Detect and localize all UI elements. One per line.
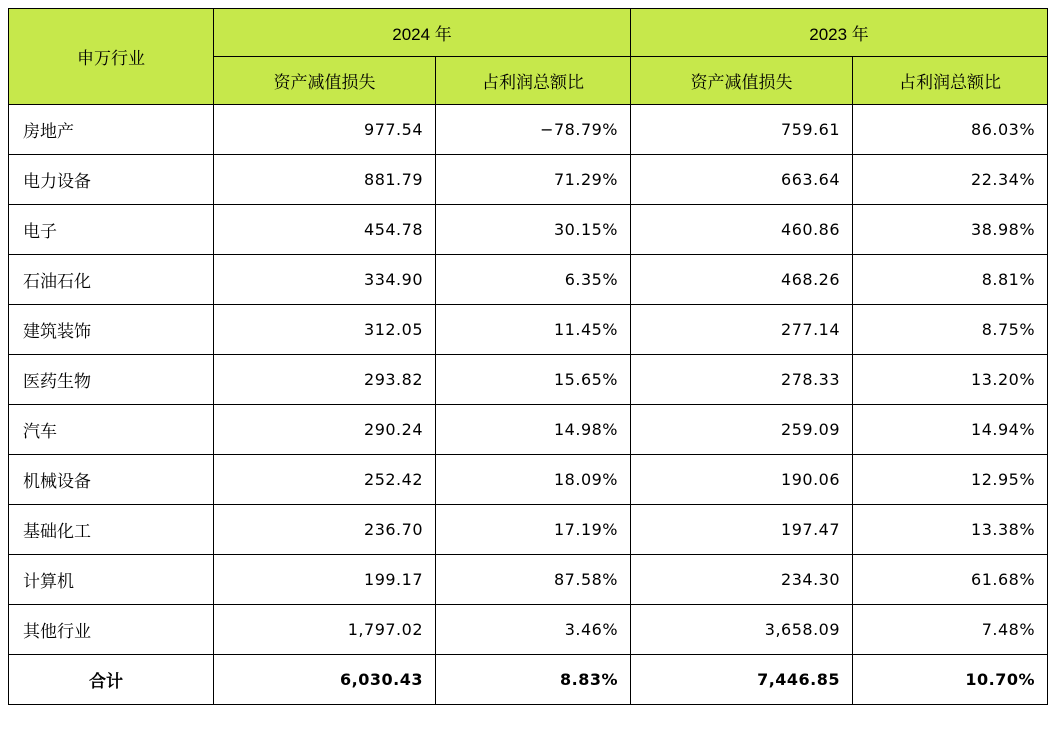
- cell-industry: 计算机: [9, 555, 214, 605]
- cell-2024-value: 977.54: [214, 105, 436, 155]
- table-body: [9, 105, 1048, 705]
- cell-2024-percent: 30.15%: [436, 205, 631, 255]
- header-2024-impairment: 资产减值损失: [214, 57, 436, 105]
- cell-total-2024-percent: 8.83%: [436, 655, 631, 705]
- cell-2024-value: 881.79: [214, 155, 436, 205]
- cell-industry: 电力设备: [9, 155, 214, 205]
- cell-industry: 石油石化: [9, 255, 214, 305]
- cell-2023-percent: 8.75%: [853, 305, 1048, 355]
- cell-total-2023-value: 7,446.85: [631, 655, 853, 705]
- cell-2023-percent: 22.34%: [853, 155, 1048, 205]
- table-row: [9, 355, 1048, 405]
- cell-total-2024-value: 6,030.43: [214, 655, 436, 705]
- cell-2023-value: 234.30: [631, 555, 853, 605]
- cell-2023-value: 259.09: [631, 405, 853, 455]
- cell-industry: 建筑装饰: [9, 305, 214, 355]
- cell-2024-percent: 3.46%: [436, 605, 631, 655]
- header-2023-profit-ratio: 占利润总额比: [853, 57, 1048, 105]
- cell-2023-percent: 13.38%: [853, 505, 1048, 555]
- cell-2024-percent: 17.19%: [436, 505, 631, 555]
- cell-2023-percent: 61.68%: [853, 555, 1048, 605]
- cell-2023-value: 663.64: [631, 155, 853, 205]
- header-year-2024: 2024 年: [214, 9, 631, 57]
- cell-2024-percent: 71.29%: [436, 155, 631, 205]
- cell-2024-percent: 11.45%: [436, 305, 631, 355]
- table-row: [9, 105, 1048, 155]
- cell-2024-value: 199.17: [214, 555, 436, 605]
- cell-2024-value: 454.78: [214, 205, 436, 255]
- cell-2023-percent: 86.03%: [853, 105, 1048, 155]
- cell-2023-percent: 8.81%: [853, 255, 1048, 305]
- header-industry: 申万行业: [9, 9, 214, 105]
- cell-2023-value: 3,658.09: [631, 605, 853, 655]
- cell-2024-value: 1,797.02: [214, 605, 436, 655]
- cell-2024-percent: −78.79%: [436, 105, 631, 155]
- cell-2023-percent: 14.94%: [853, 405, 1048, 455]
- table-row: [9, 405, 1048, 455]
- cell-total-label: 合计: [9, 655, 214, 705]
- table-row: [9, 555, 1048, 605]
- cell-2024-percent: 18.09%: [436, 455, 631, 505]
- table-row: [9, 505, 1048, 555]
- cell-2023-percent: 13.20%: [853, 355, 1048, 405]
- cell-2024-value: 252.42: [214, 455, 436, 505]
- cell-2023-percent: 38.98%: [853, 205, 1048, 255]
- cell-2024-percent: 14.98%: [436, 405, 631, 455]
- table-total-row: [9, 655, 1048, 705]
- cell-industry: 基础化工: [9, 505, 214, 555]
- table-row: [9, 605, 1048, 655]
- cell-2024-value: 312.05: [214, 305, 436, 355]
- header-2024-profit-ratio: 占利润总额比: [436, 57, 631, 105]
- cell-2024-value: 293.82: [214, 355, 436, 405]
- cell-2023-value: 197.47: [631, 505, 853, 555]
- table-header-row-years: [9, 9, 1048, 57]
- table-header: [9, 9, 1048, 105]
- cell-industry: 房地产: [9, 105, 214, 155]
- cell-2024-percent: 15.65%: [436, 355, 631, 405]
- table-row: [9, 155, 1048, 205]
- cell-2024-percent: 6.35%: [436, 255, 631, 305]
- cell-2023-value: 460.86: [631, 205, 853, 255]
- table-row: [9, 455, 1048, 505]
- cell-2023-value: 759.61: [631, 105, 853, 155]
- cell-2024-percent: 87.58%: [436, 555, 631, 605]
- cell-industry: 其他行业: [9, 605, 214, 655]
- table-row: [9, 255, 1048, 305]
- table-row: [9, 305, 1048, 355]
- cell-2023-value: 190.06: [631, 455, 853, 505]
- cell-industry: 医药生物: [9, 355, 214, 405]
- impairment-loss-table: [8, 8, 1048, 705]
- table-row: [9, 205, 1048, 255]
- cell-2024-value: 334.90: [214, 255, 436, 305]
- cell-2023-value: 277.14: [631, 305, 853, 355]
- cell-total-2023-percent: 10.70%: [853, 655, 1048, 705]
- cell-industry: 电子: [9, 205, 214, 255]
- cell-2023-value: 468.26: [631, 255, 853, 305]
- cell-2024-value: 236.70: [214, 505, 436, 555]
- cell-industry: 机械设备: [9, 455, 214, 505]
- cell-2023-percent: 12.95%: [853, 455, 1048, 505]
- cell-industry: 汽车: [9, 405, 214, 455]
- cell-2023-percent: 7.48%: [853, 605, 1048, 655]
- cell-2023-value: 278.33: [631, 355, 853, 405]
- header-2023-impairment: 资产减值损失: [631, 57, 853, 105]
- cell-2024-value: 290.24: [214, 405, 436, 455]
- header-year-2023: 2023 年: [631, 9, 1048, 57]
